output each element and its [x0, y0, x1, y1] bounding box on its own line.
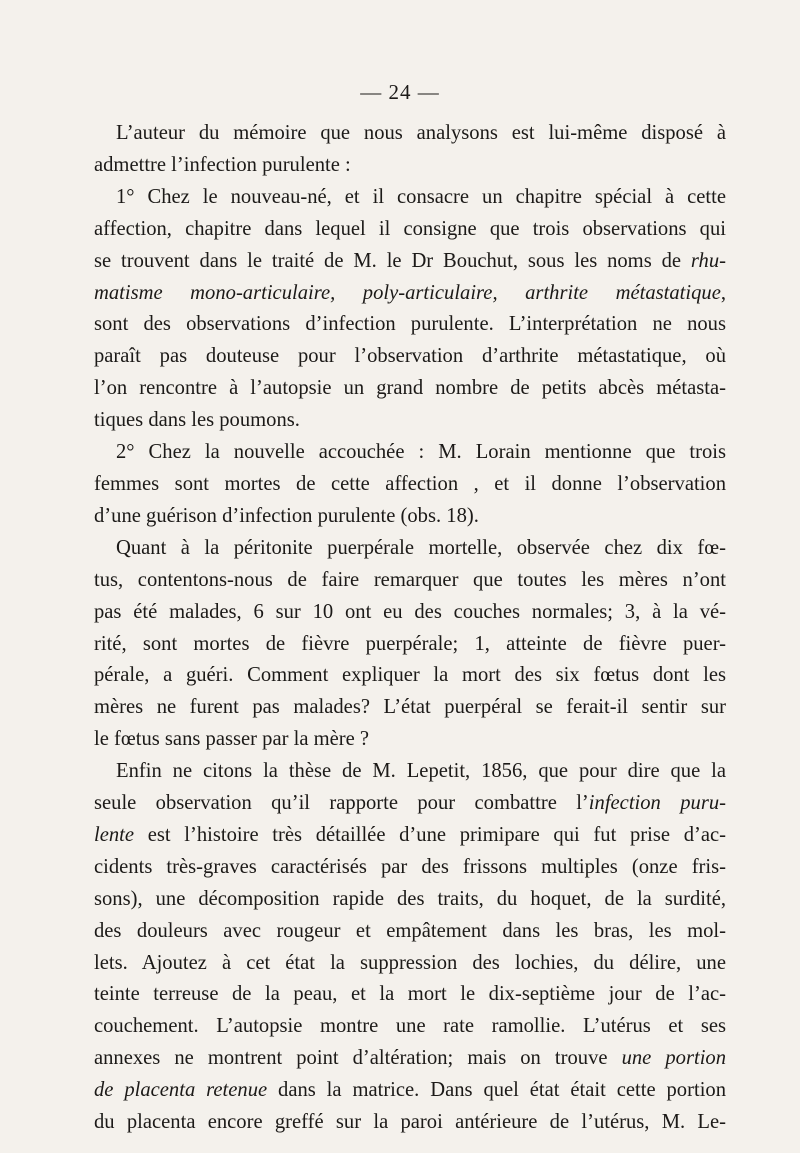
text-segment: d’une guérison d’infection purulente (obs. 18).: [94, 504, 479, 527]
text-segment: Enfin ne citons la thèse de M. Lepetit, 1856, que pour dire que la: [116, 760, 726, 783]
text-line: [94, 1043, 726, 1075]
text-line: [94, 884, 726, 916]
text-line: [94, 597, 726, 629]
text-line: [94, 629, 726, 661]
text-segment: tus, contentons-nous de faire remarquer que toutes les mères n’ont: [94, 568, 726, 591]
text-line: [94, 948, 726, 980]
text-segment: l’on rencontre à l’autopsie un grand nombre de petits abcès métasta-: [94, 377, 726, 400]
text-segment: pas été malades, 6 sur 10 ont eu des couches normales; 3, à la vé-: [94, 600, 726, 623]
text-segment: couchement. L’autopsie montre une rate ramollie. L’utérus et ses: [94, 1015, 726, 1038]
text-line: [94, 724, 726, 756]
text-segment: est l’histoire très détaillée d’une primipare qui fut prise d’ac-: [134, 823, 726, 846]
text-line: [94, 565, 726, 597]
text-line: [94, 1011, 726, 1043]
text-segment: dans la matrice. Dans quel état était cette portion: [267, 1079, 726, 1102]
page-number: — 24 —: [360, 80, 440, 104]
italic-text: infection puru-: [588, 792, 726, 815]
text-segment: se trouvent dans le traité de M. le Dr Bouchut, sous les noms de: [94, 249, 691, 272]
text-line: [94, 437, 726, 469]
text-line: [94, 405, 726, 437]
text-segment: pérale, a guéri. Comment expliquer la mort des six fœtus dont les: [94, 664, 726, 687]
text-line: [94, 1107, 726, 1139]
text-segment: le fœtus sans passer par la mère ?: [94, 728, 370, 751]
text-line: [94, 852, 726, 884]
italic-text: lente: [94, 823, 135, 846]
text-line: [94, 373, 726, 405]
text-line: [94, 182, 726, 214]
text-segment: ,: [720, 281, 726, 304]
text-line: [94, 820, 726, 852]
text-segment: du placenta encore greffé sur la paroi antérieure de l’utérus, M. Le-: [94, 1111, 726, 1134]
text-line: [94, 341, 726, 373]
text-line: [94, 916, 726, 948]
text-segment: sons), une décomposition rapide des traits, du hoquet, de la surdité,: [94, 887, 726, 910]
text-line: [94, 214, 726, 246]
text-line: [94, 118, 726, 150]
text-line: [94, 533, 726, 565]
text-line: [94, 309, 726, 341]
text-line: [94, 150, 726, 182]
text-line: [94, 1075, 726, 1107]
text-segment: annexes ne montrent point d’altération; mais on trouve: [94, 1047, 622, 1070]
text-segment: 1° Chez le nouveau-né, et il consacre un chapitre spécial à cette: [116, 185, 726, 208]
text-line: [94, 501, 726, 533]
text-segment: des douleurs avec rougeur et empâtement dans les bras, les mol-: [94, 919, 726, 942]
italic-text: matisme mono-articulaire, poly-articulaire, arthrite métastatique: [94, 281, 721, 304]
text-segment: paraît pas douteuse pour l’observation d’arthrite métastatique, où: [94, 345, 726, 368]
text-segment: cidents très-graves caractérisés par des frissons multiples (onze fris-: [94, 855, 726, 878]
text-segment: femmes sont mortes de cette affection , et il donne l’observation: [94, 472, 726, 495]
text-line: [94, 692, 726, 724]
text-segment: tiques dans les poumons.: [94, 409, 300, 432]
text-segment: sont des observations d’infection purulente. L’interprétation ne nous: [94, 313, 726, 336]
text-segment: L’auteur du mémoire que nous analysons est lui-même disposé à: [116, 122, 726, 144]
text-segment: 2° Chez la nouvelle accouchée : M. Lorain mentionne que trois: [116, 441, 726, 464]
text-line: [94, 788, 726, 820]
text-line: [94, 469, 726, 501]
text-line: [94, 660, 726, 692]
text-line: [94, 979, 726, 1011]
text-line: [94, 756, 726, 788]
text-segment: Quant à la péritonite puerpérale mortelle, observée chez dix fœ-: [116, 536, 726, 559]
text-segment: affection, chapitre dans lequel il consigne que trois observations qui: [94, 217, 726, 240]
italic-text: rhu-: [690, 249, 726, 272]
text-segment: rité, sont mortes de fièvre puerpérale; 1, atteinte de fièvre puer-: [94, 632, 726, 655]
italic-text: une portion: [621, 1047, 726, 1070]
text-line: [94, 278, 726, 310]
text-segment: mères ne furent pas malades? L’état puerpéral se ferait-il sentir sur: [94, 696, 726, 719]
italic-text: de placenta retenue: [94, 1079, 268, 1102]
text-line: [94, 246, 726, 278]
text-segment: teinte terreuse de la peau, et la mort le dix-septième jour de l’ac-: [94, 983, 726, 1006]
text-segment: admettre l’infection purulente :: [94, 153, 351, 176]
body-text: [94, 118, 726, 1139]
text-segment: seule observation qu’il rapporte pour combattre l’: [94, 792, 589, 815]
text-segment: lets. Ajoutez à cet état la suppression des lochies, du délire, une: [94, 951, 726, 974]
